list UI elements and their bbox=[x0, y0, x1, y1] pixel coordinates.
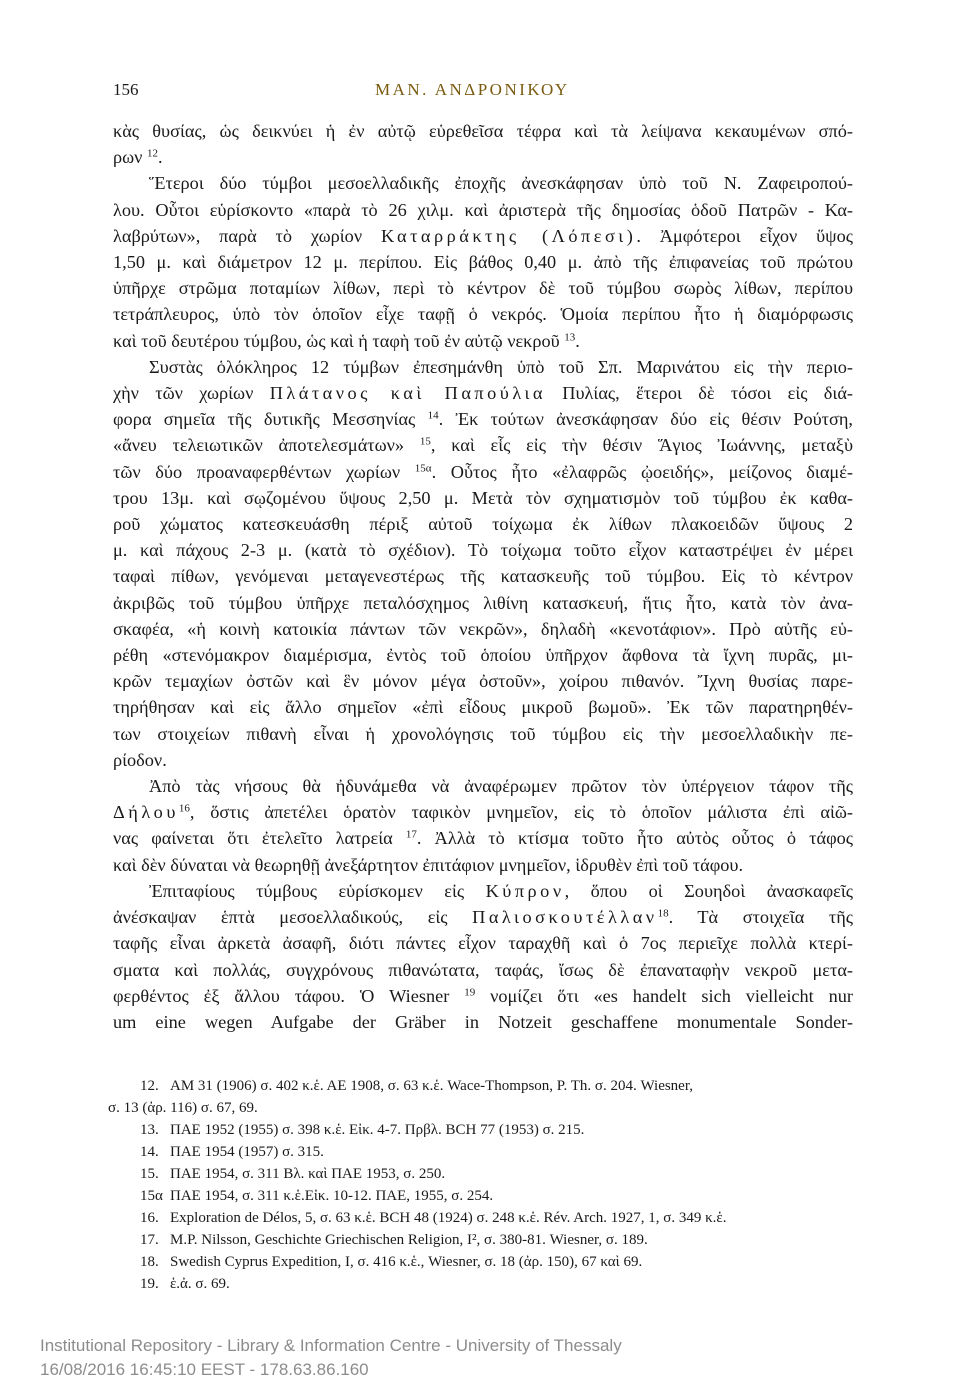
text-line: μ. καὶ πάχους 2-3 μ. (κατὰ τὸ σχέδιον). Τὸ τοίχωμα τοῦτο εἶχον καταστρέψει ἐν μέρει bbox=[113, 540, 853, 561]
footnote-ref[interactable]: 16 bbox=[178, 802, 190, 815]
text-line: χὴν τῶν χωρίων Πλάτανος καὶ Παπούλια Πυλίας, ἕτεροι δὲ τόσοι εἰς διά- bbox=[113, 383, 854, 404]
text-line: νας φαίνεται ὅτι ἐτελεῖτο λατρεία $^{17}$. Ἀλλὰ τὸ κτίσμα τοῦτο ἦτο αὐτὸς οὗτος ὁ τάφος bbox=[113, 828, 853, 849]
text-line: σκαφέα, «ἡ κοινὴ κατοικία πάντων τῶν νεκρῶν», δηλαδὴ «κενοτάφιον». Πρὸ αὐτῆς εὑ- bbox=[113, 618, 853, 639]
text-line: 1,50 μ. καὶ διάμετρον 12 μ. περίπου. Εἰς βάθος 0,40 μ. ἀπὸ τῆς ἐπιφανείας τοῦ πρώτου bbox=[113, 252, 853, 273]
text-line: καὶ τοῦ δευτέρου τύμβου, ὡς καὶ ἡ ταφὴ τοῦ ἐν αὐτῷ νεκροῦ $^{13}$. bbox=[113, 330, 580, 351]
text-line: ταφαὶ πίθων, γενόμεναι μεταγενεστέρως τῆς κατασκευῆς τοῦ τύμβου. Εἰς τὸ κέντρον bbox=[113, 566, 853, 587]
text-line: um eine wegen Aufgabe der Gräber in Notzeit geschaffene monumentale Sonder- bbox=[113, 1011, 853, 1032]
text-line: φορα σημεῖα τῆς δυτικῆς Μεσσηνίας $^{14}$. Ἐκ τούτων ἀνεσκάφησαν δύο εἰς θέσιν Ρούτση, bbox=[113, 409, 853, 430]
footnote: 12. ΑΜ 31 (1906) σ. 402 κ.ἑ. ΑΕ 1908, σ. 63 κ.ἑ. Wace-Thompson, P. Th. σ. 204. Wiesner, bbox=[140, 1078, 693, 1094]
text-line: των στοιχείων πιθανὴ εἶναι ἡ χρονολόγησις τοῦ τύμβου εἰς τὴν μεσοελλαδικὴν πε- bbox=[113, 723, 853, 744]
text-line: ρέθη «στενόμακρον διαμέρισμα, ἐντὸς τοῦ ὁποίου ὑπῆρχον ἄφθονα τὰ ἴχνη πυρᾶς, μι- bbox=[113, 645, 853, 666]
text-line: Ἕτεροι δύο τύμβοι μεσοελλαδικῆς ἐποχῆς ἀνεσκάφησαν ὑπὸ τοῦ Ν. Ζαφειροπού- bbox=[149, 173, 853, 194]
text-line: σματα καὶ πολλάς, συγχρόνους πιθανώτατα, ταφάς, ἴσως δὲ ἐπαναταφὴν νεκροῦ μετα- bbox=[113, 959, 853, 980]
text-line: καὶ δὲν δύναται νὰ θεωρηθῇ ἀνεξάρτητον ἐπιτάφιον μνημεῖον, ἱδρυθὲν ἐπὶ τοῦ τάφου. bbox=[113, 854, 744, 875]
text-line: τρου 13μ. καὶ σῳζομένου ὕψους 2,50 μ. Μετὰ τὸν σχηματισμὸν τοῦ τύμβου ἐκ καθα- bbox=[113, 487, 853, 508]
footnote: 16. Exploration de Délos, 5, σ. 63 κ.ἑ. BCH 48 (1924) σ. 248 κ.ἑ. Rév. Arch. 1927, 1, σ. 349 κ.ἑ. bbox=[140, 1210, 727, 1226]
text-line: Ἐπιταφίους τύμβους εὑρίσκομεν εἰς Κύπρον, ὅπου οἱ Σουηδοὶ ἀνασκαφεῖς bbox=[149, 880, 853, 901]
footnote-ref[interactable]: 19 bbox=[464, 986, 476, 999]
footer-timestamp: 16/08/2016 16:45:10 EEST - 178.63.86.160 bbox=[40, 1360, 369, 1379]
repository-footer bbox=[40, 1334, 622, 1382]
footnote: 13. ΠΑΕ 1952 (1955) σ. 398 κ.ἑ. Εἰκ. 4-7. Πρβλ. BCH 77 (1953) σ. 215. bbox=[140, 1122, 585, 1138]
text-line: «ἄνευ τελειωτικῶν ἀποτελεσμάτων» $^{15}$, καὶ εἷς εἰς τὴν θέσιν Ἅγιος Ἰωάννης, μεταξὺ bbox=[113, 435, 854, 456]
footnote: 15α ΠΑΕ 1954, σ. 311 κ.ἑ.Εἰκ. 10-12. ΠΑΕ, 1955, σ. 254. bbox=[140, 1188, 494, 1204]
text-line: κρῶν τεμαχίων ὀστῶν καὶ ἓν μόνον μέγα ὀστοῦν», χοίρου πιθανόν. Ἴχνη θυσίας παρε- bbox=[113, 671, 853, 692]
footnote: 15. ΠΑΕ 1954, σ. 311 Βλ. καὶ ΠΑΕ 1953, σ. 250. bbox=[140, 1166, 446, 1182]
text-line: ἀκριβῶς τοῦ τύμβου ὑπῆρχε πεταλόσχημος λιθίνη κατασκευή, ἥτις ἦτο, κατὰ τὸν ἀνα- bbox=[113, 592, 853, 613]
text-line: Συστὰς ὁλόκληρος 12 τύμβων ἐπεσημάνθη ὑπὸ τοῦ Σπ. Μαρινάτου εἰς τὴν περιο- bbox=[149, 356, 853, 377]
body-text bbox=[113, 118, 853, 1035]
text-line: τῶν δύο προαναφερθέντων χωρίων $^{15\alpha}$. Οὗτος ἦτο «ἐλαφρῶς ᾠοειδής», μείζονος διαμέ- bbox=[113, 461, 853, 482]
footnote-ref[interactable]: 15α bbox=[414, 462, 432, 475]
text-line: τηρήθησαν καὶ εἰς ἄλλο σημεῖον «ἐπὶ εἶδους μικροῦ βωμοῦ». Ἐκ τῶν παρατηρηθέν- bbox=[113, 697, 853, 718]
footnotes bbox=[108, 1075, 852, 1295]
text-line: φερθέντος ἐξ ἄλλου τάφου. Ὁ Wiesner $^{19}$ νομίζει ὅτι «es handelt sich vielleicht nur bbox=[113, 985, 854, 1006]
footnote-continuation: σ. 13 (ἀρ. 116) σ. 67, 69. bbox=[108, 1100, 258, 1116]
footnote: 19. ἑ.ἀ. σ. 69. bbox=[140, 1276, 230, 1292]
text-line: ἀνέσκαψαν ἑπτὰ μεσοελλαδικούς, εἰς Παλιοσκουτέλλαν$^{18}$. Τὰ στοιχεῖα τῆς bbox=[113, 907, 854, 928]
footer-repository: Institutional Repository - Library & Information Centre - University of Thessaly bbox=[40, 1336, 622, 1355]
text-line: λαβρύτων», παρὰ τὸ χωρίον Καταρράκτης (Λόπεσι). Ἀμφότεροι εἶχον ὕψος bbox=[113, 225, 853, 246]
text-line: λου. Οὗτοι εὑρίσκοντο «παρὰ τὸ 26 χιλμ. καὶ ἀριστερὰ τῆς δημοσίας ὁδοῦ Πατρῶν - Κα- bbox=[113, 199, 853, 220]
text-line: ροῦ χώματος κατεσκευάσθη πέριξ αὐτοῦ τοίχωμα ἐκ λίθων πλακοειδῶν ὕψους 2 bbox=[113, 514, 853, 535]
text-line: τετράπλευρος, ὑπὸ τὸν ὁποῖον εἶχε ταφῇ ὁ νεκρός. Ὁμοία περίπου ἦτο ἡ διαμόρφωσις bbox=[113, 304, 853, 325]
text-line: ὑπῆρχε στρῶμα ποταμίων λίθων, περὶ τὸ κέντρον δὲ τοῦ τύμβου σωρὸς λίθων, περίπου bbox=[113, 278, 853, 299]
text-line: Ἀπὸ τὰς νήσους θὰ ἠδυνάμεθα νὰ ἀναφέρωμεν πρῶτον τὸν ὑπέργειον τάφον τῆς bbox=[149, 776, 853, 797]
footnote-ref[interactable]: 18 bbox=[657, 907, 669, 920]
text-line: ρων $^{12}$. bbox=[113, 147, 163, 168]
page-number: 156 bbox=[113, 80, 139, 99]
footnote: 17. M.P. Nilsson, Geschichte Griechischen Religion, I², σ. 380-81. Wiesner, σ. 189. bbox=[140, 1232, 648, 1248]
footnote-ref[interactable]: 12 bbox=[147, 147, 158, 160]
footnote-ref[interactable]: 14 bbox=[427, 409, 439, 422]
footnote: 18. Swedish Cyprus Expedition, I, σ. 416 κ.ἑ., Wiesner, σ. 18 (ἀρ. 150), 67 καὶ 69. bbox=[140, 1254, 643, 1270]
footnote: 14. ΠΑΕ 1954 (1957) σ. 315. bbox=[140, 1144, 324, 1160]
running-head: ΜΑΝ. ΑΝΔΡΟΝΙΚΟΥ bbox=[375, 80, 570, 99]
footnote-ref[interactable]: 15 bbox=[419, 435, 431, 448]
footnote-ref[interactable]: 13 bbox=[564, 331, 576, 344]
text-line: ρίοδον. bbox=[113, 749, 167, 770]
text-line: Δήλου$^{16}$, ὅστις ἀπετέλει ὁρατὸν ταφικὸν μνημεῖον, εἰς τὸ ὁποῖον μάλιστα ἐπὶ αἰῶ- bbox=[113, 802, 853, 823]
footnote-ref[interactable]: 17 bbox=[405, 828, 417, 841]
text-line: κὰς θυσίας, ὡς δεικνύει ἡ ἐν αὐτῷ εὑρεθεῖσα τέφρα καὶ τὰ λείψανα κεκαυμένων σπό- bbox=[113, 121, 853, 141]
text-line: ταφῆς εἶναι ἀρκετὰ ἀσαφῆ, διότι πάντες εἶχον ταραχθῆ καὶ ὁ 7ος περιεῖχε πολλὰ κτερί- bbox=[113, 933, 853, 954]
